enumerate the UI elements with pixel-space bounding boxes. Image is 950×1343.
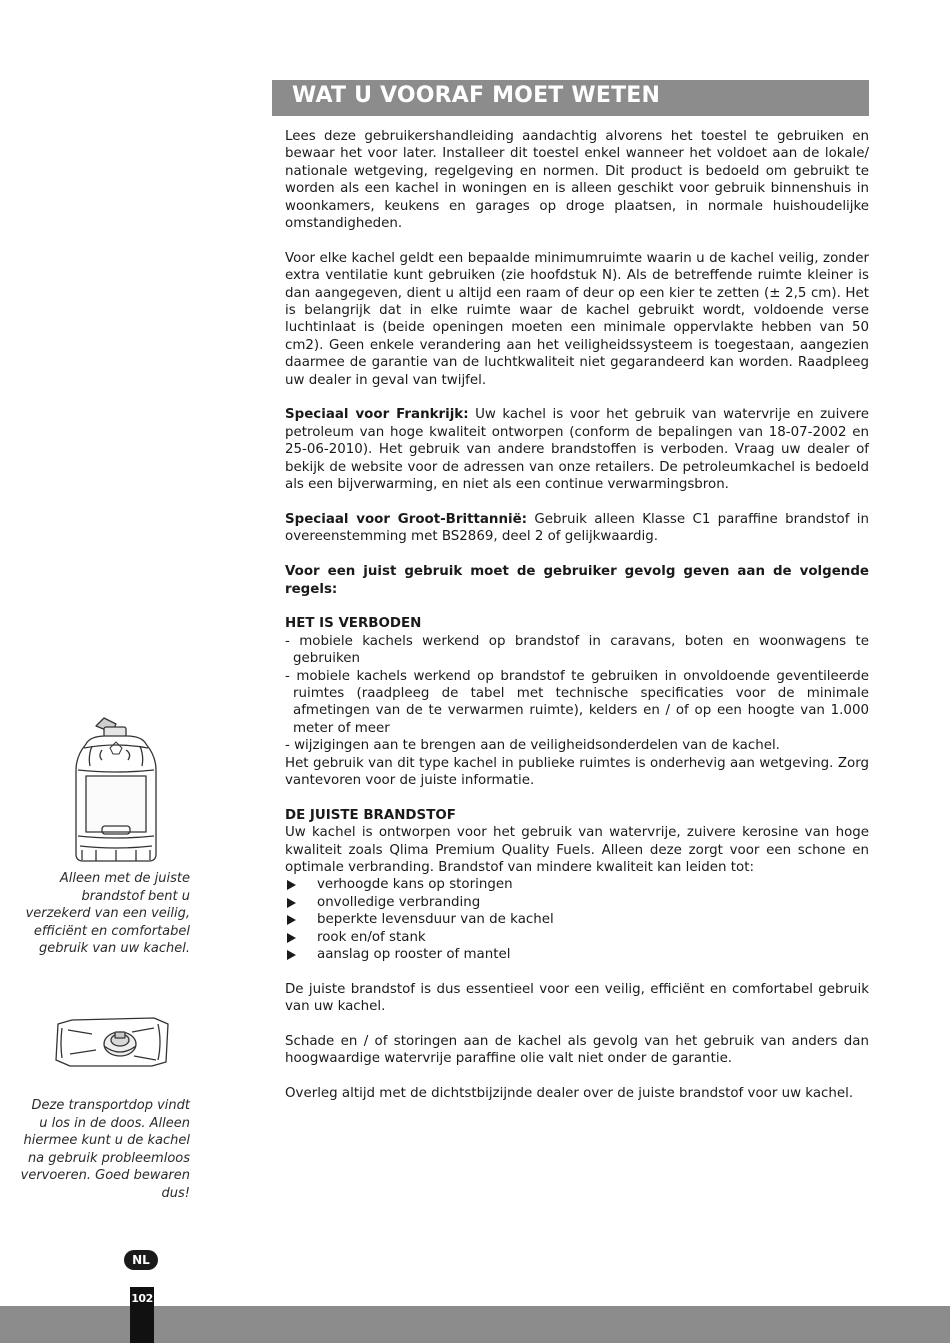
arrow-bullet-icon [287, 880, 296, 890]
intro-paragraph: Lees deze gebruikershandleiding aandachtig alvorens het toestel te gebruiken en bewaar het voor later. Installeer dit toestel enkel wanneer het voldoet aan de lokale/ nationale wetgeving, regelgeving en normen. Dit product is bedoeld om gebruikt te worden als een kachel in woningen en is alleen geschikt voor gebruik binnenshuis in woonkamers, keukens en garages op droge plaatsen, in normale huishoudelijke omstandigheden. [285, 129, 869, 232]
list-item: rook en/of stank [285, 929, 869, 946]
arrow-bullet-icon [287, 933, 296, 943]
arrow-bullet-icon [287, 898, 296, 908]
section-header-bar [272, 80, 869, 116]
fuel-text: Uw kachel is ontworpen voor het gebruik van watervrije, zuivere kerosine van hoge kwaliteit zoals Qlima Premium Quality Fuels. Alleen deze zorgt voor een schone en optimale verbranding. Brandstof van mindere kwaliteit kan leiden tot: [285, 825, 869, 875]
page-title: WAT U VOORAF MOET WETEN [292, 83, 661, 108]
forbidden-item: - mobiele kachels werkend op brandstof te gebruiken in onvoldoende geventileerde ruimtes (raadpleeg de tabel met technische specificaties voor de minimale afmetingen van de te verwarmen ruimte), kelders en / of op een hoogte van 1.000 meter of meer [285, 668, 869, 736]
list-item: beperkte levensduur van de kachel [285, 911, 869, 928]
minimum-room-paragraph: Voor elke kachel geldt een bepaalde minimumruimte waarin u de kachel veilig, zonder extra ventilatie kunt gebruiken (zie hoofdstuk N). Als de betreffende ruimte kleiner is dan aangegeven, dient u altijd een raam of deur op een kier te zetten (± 2,5 cm). Het is belangrijk dat in elke ruimte waar de kachel gebruikt wordt, voldoende verse luchtinlaat is (beide openingen moeten een minimale oppervlakte hebben van 50 cm2). Geen enkele verandering aan het veiligheidssysteem is toegestaan, aangezien daarmee de garantie van de luchtkwaliteit niet gegarandeerd kan worden. Raadpleeg uw dealer in geval van twijfel. [285, 250, 869, 388]
warranty-paragraph: Schade en / of storingen aan de kachel als gevolg van het gebruik van anders dan hoogwaardige watervrije paraffine olie valt niet onder de garantie. [285, 1034, 869, 1067]
arrow-bullet-icon [287, 950, 296, 960]
main-content [285, 128, 869, 1120]
uk-paragraph [285, 511, 869, 546]
transport-cap-illustration [52, 1010, 172, 1070]
dealer-paragraph: Overleg altijd met de dichtstbijzijnde dealer over de juiste brandstof voor uw kachel. [285, 1086, 854, 1102]
fuel-consequence-list [285, 876, 869, 963]
language-badge: NL [124, 1250, 158, 1270]
list-item: verhoogde kans op storingen [285, 876, 869, 893]
page-number-tab [130, 1287, 154, 1343]
arrow-bullet-icon [287, 915, 296, 925]
france-paragraph [285, 406, 869, 493]
fuel-caption: Alleen met de juiste brandstof bent u verzekerd van een veilig, efficiënt en comfortabel gebruik van uw kachel. [25, 871, 190, 956]
rules-intro: Voor een juist gebruik moet de gebruiker gevolg geven aan de volgende regels: [285, 564, 869, 597]
list-item: aanslag op rooster of mantel [285, 946, 869, 963]
france-label: Speciaal voor Frankrijk: [285, 407, 469, 423]
uk-text: Gebruik alleen Klasse C1 paraffine brandstof in overeenstemming met BS2869, deel 2 of gelijkwaardig. [285, 511, 869, 545]
transport-cap-caption: Deze transportdop vindt u los in de doos. Alleen hiermee kunt u de kachel na gebruik probleemloos vervoeren. Goed bewaren dus! [20, 1098, 190, 1201]
france-text: Uw kachel is voor het gebruik van watervrije en zuivere petroleum van hoge kwaliteit ontworpen (conform de bepalingen van 18-07-2002 en 25-06-2010). Het gebruik van andere brandstoffen is verboden. Vraag uw dealer of bekijk de website voor de adressen van onze retailers. De petroleumkachel is bedoeld als een bijverwarming, en niet als een continue verwarmingsbron. [285, 407, 869, 493]
page-number: 102 [131, 1292, 153, 1305]
fuel-heading: DE JUISTE BRANDSTOF [285, 807, 456, 823]
fuel-jerrycan-illustration [66, 714, 166, 864]
uk-label: Speciaal voor Groot-Brittannië: [285, 511, 528, 527]
forbidden-heading: HET IS VERBODEN [285, 616, 422, 632]
public-note: Het gebruik van dit type kachel in publieke ruimtes is onderhevig aan wetgeving. Zorg vantevoren voor de juiste informatie. [285, 755, 869, 788]
fuel-essential-paragraph: De juiste brandstof is dus essentieel voor een veilig, efficiënt en comfortabel gebruik van uw kachel. [285, 981, 869, 1015]
forbidden-item: - mobiele kachels werkend op brandstof in caravans, boten en woonwagens te gebruiken [285, 633, 869, 667]
forbidden-item: - wijzigingen aan te brengen aan de veiligheidsonderdelen van de kachel. [285, 738, 780, 754]
list-item: onvolledige verbranding [285, 894, 869, 911]
forbidden-list [285, 633, 869, 755]
